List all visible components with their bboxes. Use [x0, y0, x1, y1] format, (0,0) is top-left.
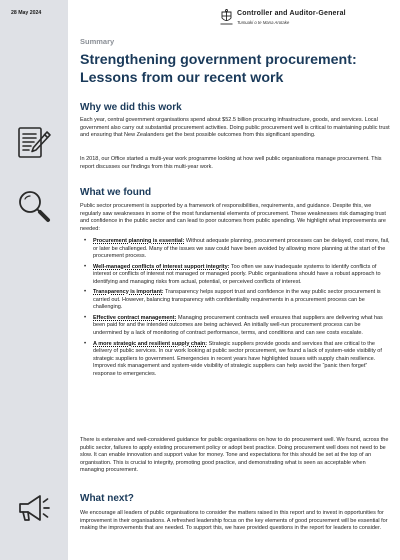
bullet-icon: •	[84, 263, 87, 270]
finding-text: Without adequate planning, procurement processes can be delayed, cost more, fail, or later be challenged. Many of the issues we saw could have been avoided by allowing more planning at the start of the procurement process.	[93, 238, 390, 260]
coat-of-arms-icon	[220, 9, 233, 25]
finding-item	[80, 264, 390, 287]
finding-lead: Transparency is important:	[93, 289, 164, 296]
logo-name: Controller and Auditor-General	[237, 10, 346, 17]
sidebar	[0, 0, 68, 560]
findings-list	[80, 238, 390, 381]
finding-item	[80, 289, 390, 312]
found-closing: There is extensive and well-considered guidance for public organisations on how to do procurement well. We found, across the public sector, failures to apply existing procurement policy or adopt best practice. Doing procurement well does not need to be slow. It can enable innovation and support value for money. Tone and expectations for this should be set at the top of an organisation. This is crucial to integrity, promoting good practice, and demonstrating what is seen as acceptable when managing procurement.	[80, 437, 389, 474]
megaphone-icon	[14, 488, 54, 528]
finding-text: Managing procurement contracts well ensures that suppliers are delivering what has been paid for and the intended outcomes are being achieved. An initially well-run procurement process can be undermined by a lack of monitoring of contract performance, terms, and conditions and can see costs escalate.	[93, 314, 383, 337]
finding-lead: A more strategic and resilient supply chain:	[93, 340, 208, 347]
found-intro: Public sector procurement is supported by a framework of responsibilities, requirements, and guidance. Despite this, we regularly saw weaknesses in some of the most fundamental elements of procurement. These weaknesses risk damaging trust and confidence in the public sector and can lead to poor outcomes from public spending. We highlight what improvements are needed:	[80, 203, 386, 232]
heading-found: What we found	[80, 187, 152, 198]
document-pen-icon	[14, 123, 54, 163]
finding-lead: Well-managed conflicts of interest support integrity:	[93, 263, 230, 270]
logo-maori-name: Tumuaki o te Mana Arotake	[237, 20, 290, 25]
page-title: Strengthening government procurement: Lessons from our recent work	[80, 52, 357, 86]
summary-eyebrow: Summary	[80, 37, 115, 46]
finding-item	[80, 315, 390, 338]
finding-item	[80, 238, 390, 261]
finding-item	[80, 341, 390, 379]
heading-next: What next?	[80, 493, 134, 504]
next-paragraph: We encourage all leaders of public organisations to consider the matters raised in this report and to invest in opportunities for improvement in their organisations. A refreshed leadership focus on the key elements of good procurement will be essential for making the improvements that are needed. To support this, we have provided questions in the report for leaders to consider.	[80, 510, 388, 532]
finding-lead: Effective contract management:	[93, 314, 177, 321]
bullet-icon: •	[84, 314, 87, 321]
bullet-icon: •	[84, 289, 87, 296]
finding-text: Strategic suppliers provide goods and services that are critical to the delivery of public services. In our work looking at public sector procurement, we found a lack of system-wide visibility of strategic suppliers to government. Emergencies in recent years have highlighted issues with supply chain resilience. Improved risk management and system-wide visibility of strategic suppliers can help avoid the “panic then forget” response to emergencies.	[93, 340, 382, 377]
bullet-icon: •	[84, 340, 87, 347]
why-paragraph: In 2018, our Office started a multi-year work programme looking at how well public organisations manage procurement. This report discusses our findings from this multi-year work.	[80, 156, 382, 170]
publication-date: 28 May 2024	[11, 10, 42, 16]
finding-text: Too often we saw inadequate systems to identify conflicts of interest or conflicts of interest not managed or managed poorly. Public organisations should have a robust approach to identifying and managing risks from actual, potential, or perceived conflicts of interest.	[93, 263, 381, 285]
oag-logo	[220, 8, 390, 32]
heading-why: Why we did this work	[80, 102, 182, 113]
bullet-icon: •	[84, 238, 87, 244]
magnifying-glass-icon	[14, 187, 54, 227]
finding-text: Transparency helps support trust and confidence in the way public sector procurement is carried out. However, balancing transparency with confidentiality requirements in a procurement process can be challenging.	[93, 289, 381, 311]
finding-lead: Procurement planning is essential:	[93, 238, 185, 244]
why-paragraph: Each year, central government organisations spend about $52.5 billion procuring infrastructure, goods, and services. Local government also carry out substantial procurement activities. Doing public procurement well is critical to maintaining public trust and ensuring that New Zealanders get the best possible outcomes from this significant spending.	[80, 117, 390, 139]
